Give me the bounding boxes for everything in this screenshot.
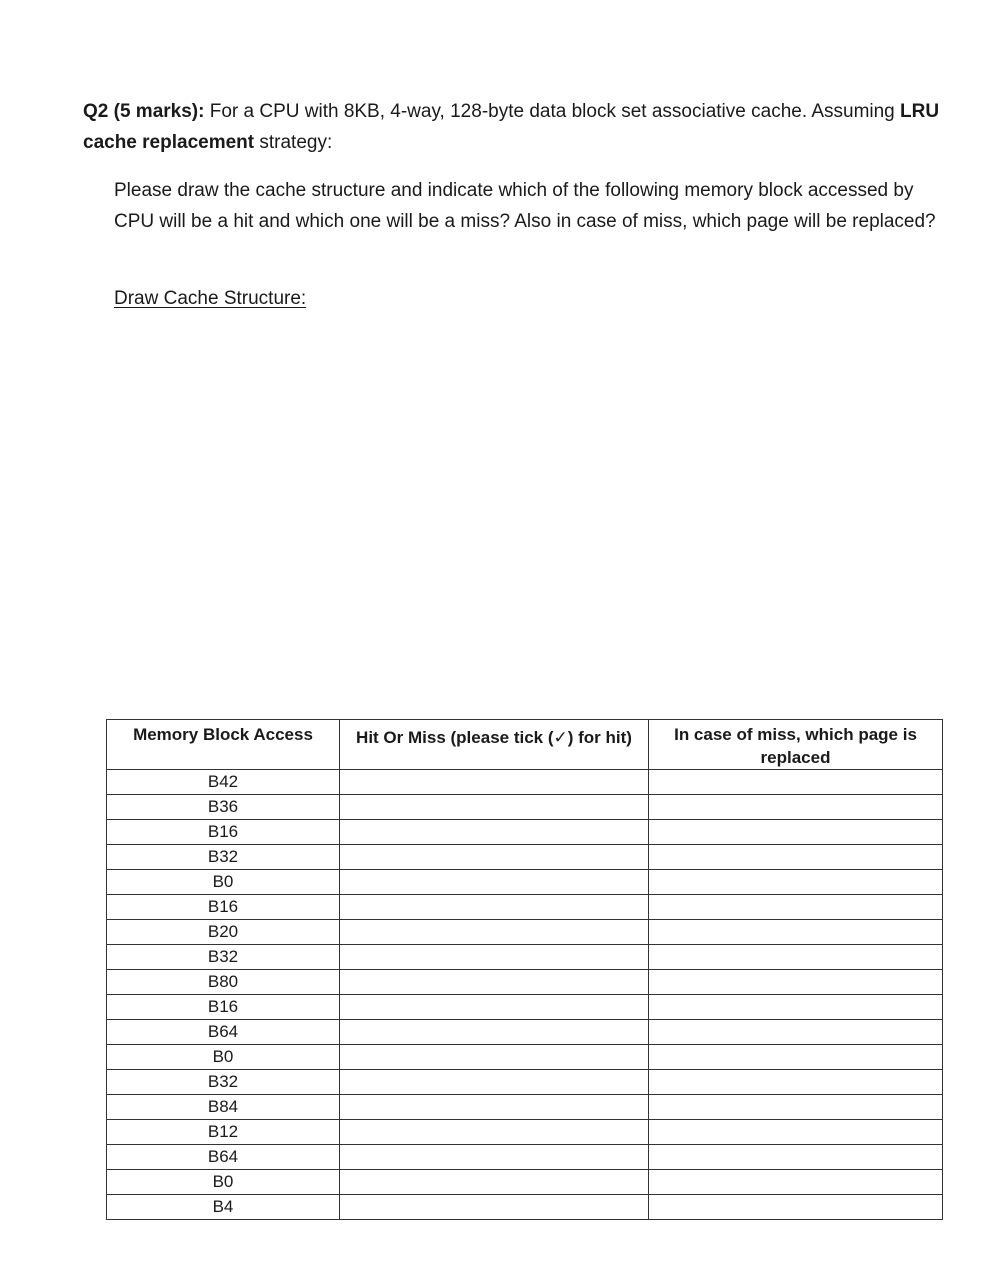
hit-or-miss-cell[interactable] — [340, 1170, 649, 1195]
memory-block-cell: B64 — [107, 1145, 340, 1170]
draw-cache-heading: Draw Cache Structure: — [114, 288, 307, 309]
table-row — [107, 1045, 943, 1070]
table-row — [107, 1145, 943, 1170]
replaced-page-cell[interactable] — [649, 895, 943, 920]
memory-block-cell: B32 — [107, 945, 340, 970]
question-body-part1: For a CPU with 8KB, 4-way, 128-byte data block set associative cache. Assuming — [204, 101, 901, 122]
question-text — [83, 96, 943, 158]
hit-or-miss-cell[interactable] — [340, 1045, 649, 1070]
hit-or-miss-cell[interactable] — [340, 1020, 649, 1045]
memory-block-cell: B64 — [107, 1020, 340, 1045]
replaced-page-cell[interactable] — [649, 845, 943, 870]
hit-or-miss-cell[interactable] — [340, 970, 649, 995]
replaced-page-cell[interactable] — [649, 970, 943, 995]
hit-or-miss-cell[interactable] — [340, 1070, 649, 1095]
hit-or-miss-cell[interactable] — [340, 895, 649, 920]
table-row — [107, 1170, 943, 1195]
table-row — [107, 1020, 943, 1045]
replaced-page-cell[interactable] — [649, 1020, 943, 1045]
question-body-part2: strategy: — [254, 132, 333, 153]
memory-block-cell: B84 — [107, 1095, 340, 1120]
table-header-row — [107, 720, 943, 770]
instruction-text: Please draw the cache structure and indicate which of the following memory block accessed by CPU will be a hit and which one will be a miss? Also in case of miss, which page will be replaced? — [114, 180, 936, 232]
replaced-page-cell[interactable] — [649, 820, 943, 845]
table-row — [107, 845, 943, 870]
memory-block-cell: B0 — [107, 870, 340, 895]
table-row — [107, 920, 943, 945]
table-row — [107, 895, 943, 920]
replaced-page-cell[interactable] — [649, 995, 943, 1020]
replaced-page-cell[interactable] — [649, 1070, 943, 1095]
table-row — [107, 820, 943, 845]
table-row — [107, 870, 943, 895]
question-label: Q2 (5 marks): — [83, 101, 205, 122]
header-hit-or-miss: Hit Or Miss (please tick (✓) for hit) — [340, 720, 649, 770]
hit-or-miss-cell[interactable] — [340, 920, 649, 945]
table-row — [107, 795, 943, 820]
hit-or-miss-cell[interactable] — [340, 820, 649, 845]
table-row — [107, 945, 943, 970]
memory-block-cell: B32 — [107, 845, 340, 870]
memory-block-cell: B16 — [107, 895, 340, 920]
replaced-page-cell[interactable] — [649, 1095, 943, 1120]
memory-block-cell: B42 — [107, 770, 340, 795]
memory-block-cell: B80 — [107, 970, 340, 995]
memory-block-cell: B16 — [107, 995, 340, 1020]
memory-block-cell: B20 — [107, 920, 340, 945]
hit-or-miss-cell[interactable] — [340, 795, 649, 820]
hit-or-miss-cell[interactable] — [340, 870, 649, 895]
header-memory-block: Memory Block Access — [107, 720, 340, 770]
table-row — [107, 995, 943, 1020]
replaced-page-cell[interactable] — [649, 795, 943, 820]
memory-access-table — [106, 719, 943, 1220]
memory-block-cell: B0 — [107, 1170, 340, 1195]
memory-block-cell: B0 — [107, 1045, 340, 1070]
header-replaced: In case of miss, which page is replaced — [649, 720, 943, 770]
replaced-page-cell[interactable] — [649, 945, 943, 970]
replaced-page-cell[interactable] — [649, 1120, 943, 1145]
hit-or-miss-cell[interactable] — [340, 770, 649, 795]
hit-or-miss-cell[interactable] — [340, 1195, 649, 1220]
replaced-page-cell[interactable] — [649, 920, 943, 945]
hit-or-miss-cell[interactable] — [340, 845, 649, 870]
memory-block-cell: B32 — [107, 1070, 340, 1095]
replaced-page-cell[interactable] — [649, 1045, 943, 1070]
table-row — [107, 1195, 943, 1220]
memory-block-cell: B4 — [107, 1195, 340, 1220]
replaced-page-cell[interactable] — [649, 1170, 943, 1195]
hit-or-miss-cell[interactable] — [340, 1095, 649, 1120]
memory-block-cell: B12 — [107, 1120, 340, 1145]
replaced-page-cell[interactable] — [649, 770, 943, 795]
table-row — [107, 970, 943, 995]
table-body — [107, 770, 943, 1220]
memory-block-cell: B16 — [107, 820, 340, 845]
hit-or-miss-cell[interactable] — [340, 995, 649, 1020]
memory-block-cell: B36 — [107, 795, 340, 820]
table-row — [107, 1120, 943, 1145]
table-row — [107, 1095, 943, 1120]
replaced-page-cell[interactable] — [649, 870, 943, 895]
question-strategy: LRU cache replacement — [83, 101, 940, 153]
replaced-page-cell[interactable] — [649, 1145, 943, 1170]
table-row — [107, 770, 943, 795]
table-row — [107, 1070, 943, 1095]
replaced-page-cell[interactable] — [649, 1195, 943, 1220]
hit-or-miss-cell[interactable] — [340, 1120, 649, 1145]
hit-or-miss-cell[interactable] — [340, 945, 649, 970]
hit-or-miss-cell[interactable] — [340, 1145, 649, 1170]
